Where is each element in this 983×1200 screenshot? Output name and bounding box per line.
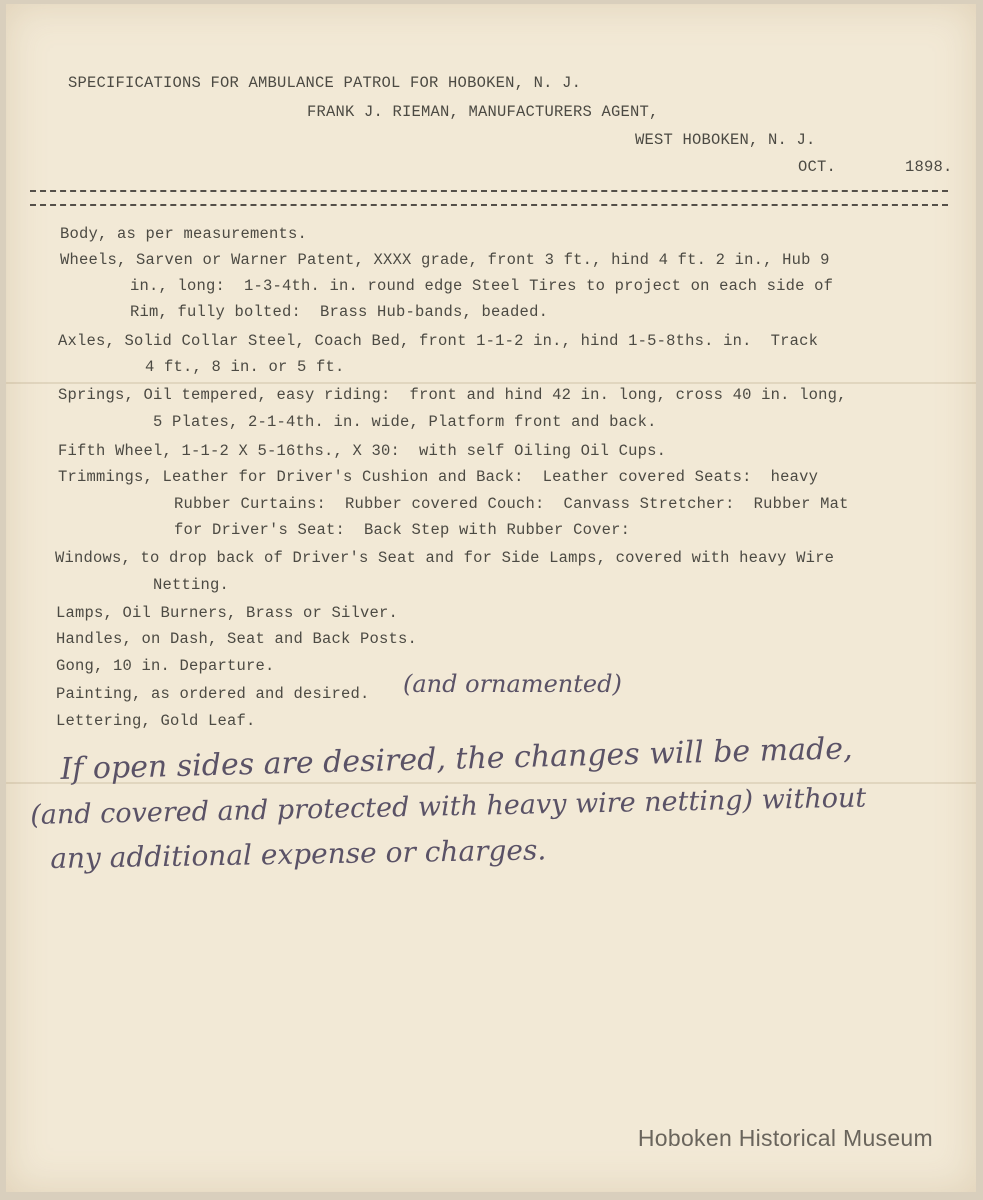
document-page: [6, 4, 976, 1192]
spec-handles: Handles, on Dash, Seat and Back Posts.: [56, 630, 418, 648]
spec-lamps: Lamps, Oil Burners, Brass or Silver.: [56, 604, 399, 622]
header-location: WEST HOBOKEN, N. J.: [635, 131, 816, 149]
header-title: SPECIFICATIONS FOR AMBULANCE PATROL FOR HOBOKEN, N. J.: [68, 74, 582, 92]
handwritten-note-line: any additional expense or charges.: [50, 833, 547, 875]
header-month: OCT.: [798, 158, 837, 176]
separator-line: [30, 204, 948, 206]
spec-springs-cont: 5 Plates, 2-1-4th. in. wide, Platform front and back.: [153, 413, 657, 431]
handwritten-note-line: (and covered and protected with heavy wire netting) without: [30, 782, 867, 831]
handwritten-note-line: If open sides are desired, the changes will be made,: [60, 731, 853, 787]
spec-axles-cont: 4 ft., 8 in. or 5 ft.: [145, 358, 345, 376]
spec-wheels: Wheels, Sarven or Warner Patent, XXXX grade, front 3 ft., hind 4 ft. 2 in., Hub 9: [60, 251, 830, 269]
spec-gong: Gong, 10 in. Departure.: [56, 657, 275, 675]
spec-lettering: Lettering, Gold Leaf.: [56, 712, 256, 730]
header-year: 1898.: [905, 158, 953, 176]
handwritten-annotation: (and ornamented): [403, 670, 622, 698]
spec-body: Body, as per measurements.: [60, 225, 308, 243]
spec-trimmings-cont: Rubber Curtains: Rubber covered Couch: Canvass Stretcher: Rubber Mat: [174, 495, 849, 513]
header-agent: FRANK J. RIEMAN, MANUFACTURERS AGENT,: [307, 103, 659, 121]
spec-windows: Windows, to drop back of Driver's Seat and for Side Lamps, covered with heavy Wire: [55, 549, 835, 567]
spec-springs: Springs, Oil tempered, easy riding: front and hind 42 in. long, cross 40 in. long,: [58, 386, 847, 404]
spec-trimmings: Trimmings, Leather for Driver's Cushion and Back: Leather covered Seats: heavy: [58, 468, 819, 486]
spec-fifth-wheel: Fifth Wheel, 1-1-2 X 5-16ths., X 30: with self Oiling Oil Cups.: [58, 442, 667, 460]
spec-wheels-cont: in., long: 1-3-4th. in. round edge Steel Tires to project on each side of: [130, 277, 834, 295]
watermark: Hoboken Historical Museum: [637, 1125, 933, 1151]
spec-trimmings-cont: for Driver's Seat: Back Step with Rubber Cover:: [174, 521, 631, 539]
separator-line: [30, 190, 948, 192]
spec-axles: Axles, Solid Collar Steel, Coach Bed, front 1-1-2 in., hind 1-5-8ths. in. Track: [58, 332, 819, 350]
spec-painting: Painting, as ordered and desired.: [56, 685, 370, 703]
fold-line: [6, 382, 976, 384]
spec-windows-cont: Netting.: [153, 576, 230, 594]
spec-wheels-cont: Rim, fully bolted: Brass Hub-bands, beaded.: [130, 303, 549, 321]
